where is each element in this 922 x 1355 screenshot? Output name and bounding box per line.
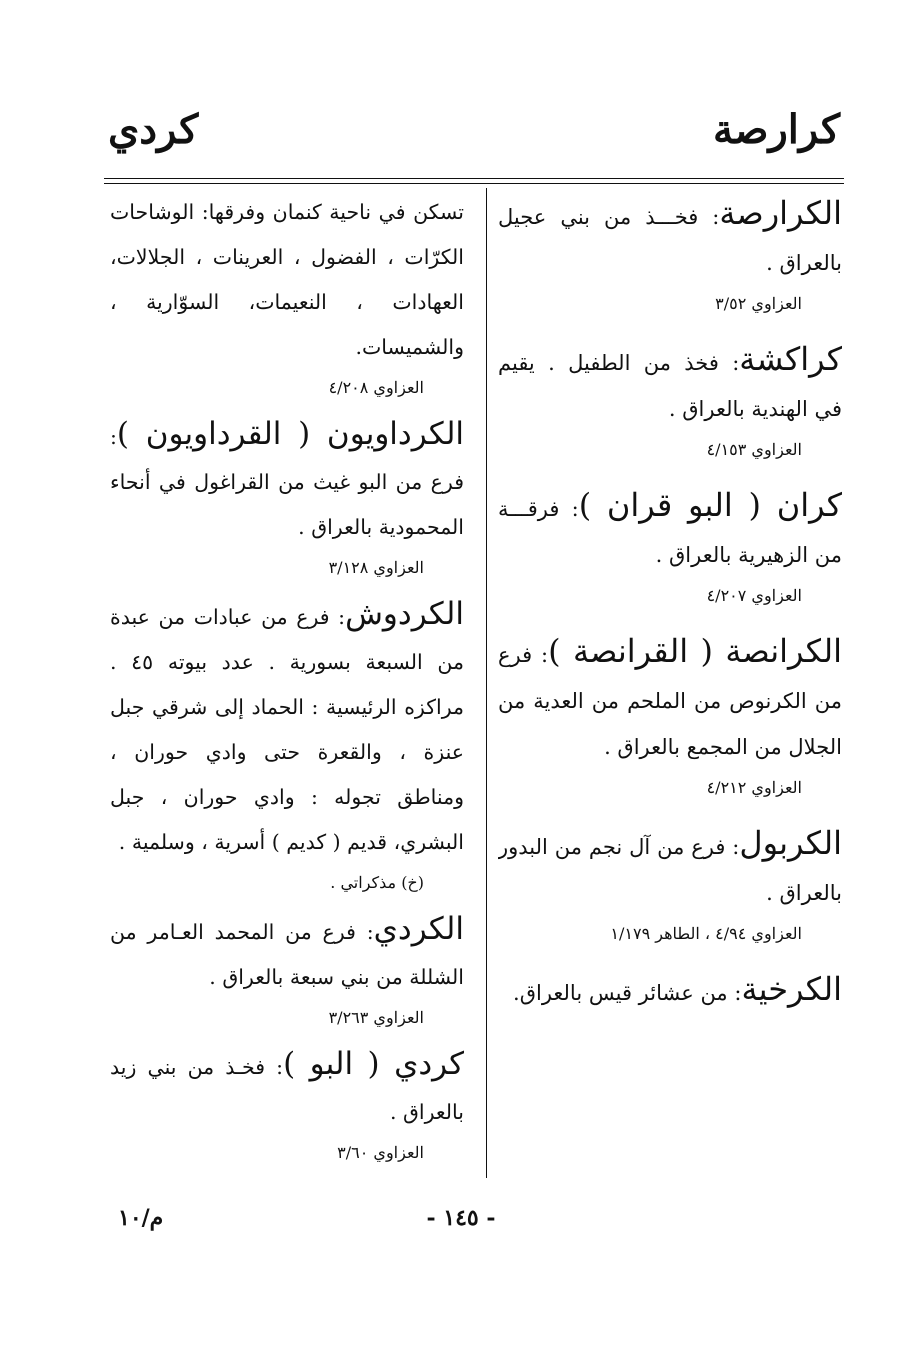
left-column [110,190,464,1180]
entry-reference: العزاوي ٤/٩٤ ، الطاهر ١/١٧٩ [610,924,802,943]
entry-headword: الكرخية [741,970,842,1008]
entry-text: : فرع من المحمد العـامر من الشللة من بني سبعة بالعراق . [110,920,464,989]
column-divider [486,188,487,1178]
entry-text: : من عشائر قيس بالعراق. [513,981,742,1005]
entry-headword: الكرانصة ( القرانصة ) [548,632,842,670]
entry-headword: الكردي [373,911,464,947]
entry [110,592,464,899]
entry-reference: العزاوي ٤/٢١٢ [706,778,802,797]
entry-headword: الكربول [739,824,842,862]
entry-text: : فرع من عبادات من عبدة من السبعة بسورية . عدد بيوته ٤٥ . مراكزه الرئيسية : الحماد إلى شرقي جبل عنزة ، والقعرة حتى وادي حوران ، ومناطق تجوله : وادي حوران ، جبل البشري، قديم ( كديم ) أسرية ، وسلمية . [110,605,464,854]
header-rule-top [104,178,844,179]
page-number: - ١٤٥ - [426,1205,496,1231]
entry [498,966,842,1016]
right-column [498,190,842,1180]
entry-text: : فخـــذ من بني عجيل بالعراق . [498,205,842,275]
entry-reference: العزاوي ٣/١٢٨ [328,558,424,577]
running-head-left: كردي [108,106,199,153]
entry-reference: العزاوي ٣/٦٠ [337,1143,424,1162]
entry-reference: العزاوي ٤/٢٠٨ [328,378,424,397]
running-head-right: كرارصة [713,106,840,153]
entry-headword: الكردوش [345,596,464,632]
entry [110,907,464,1034]
entry-reference: (خ) مذكراتي . [330,873,424,892]
entry-text: : فرع من آل نجم من البدور بالعراق . [498,835,842,905]
entry [110,1042,464,1169]
entry [498,628,842,804]
entry-text: : فخـذ من بني زيد بالعراق . [110,1055,464,1124]
entry-reference: العزاوي ٣/٥٢ [715,294,802,313]
entry [498,482,842,612]
entry-text: : فخذ من الطفيل . يقيم في الهندية بالعراق . [498,351,842,421]
entry-reference: العزاوي ٣/٢٦٣ [328,1008,424,1027]
entry-text: : فرع من البو غيث من القراغول في أنحاء المحمودية بالعراق . [110,425,464,539]
signature-mark: م/١٠ [118,1205,164,1231]
header-rule-bottom [104,183,844,184]
entry [110,190,464,404]
entry [498,190,842,320]
entry [498,820,842,950]
entry-headword: كردي ( البو ) [283,1046,464,1082]
entry-headword: كران ( البو قران ) [578,486,842,524]
entry-text: : فرع من الكرنوص من الملحم من العدية من الجلال من المجمع بالعراق . [498,643,842,759]
entry-reference: العزاوي ٤/١٥٣ [706,440,802,459]
entry-text: : فرقـــة من الزهيرية بالعراق . [498,497,842,567]
entry-text: تسكن في ناحية كنمان وفرقها: الوشاحات الكرّات ، الفضول ، العرينات ، الجلالات، العهادات ، النعيمات، السوّارية ، والشميسات. [110,200,464,359]
entry [110,412,464,584]
entry-headword: الكرداويون ( القرداويون ) [116,416,464,452]
entry-headword: الكرارصة [719,194,842,232]
entry-reference: العزاوي ٤/٢٠٧ [706,586,802,605]
entry-headword: كراكشة [739,340,842,378]
entry [498,336,842,466]
